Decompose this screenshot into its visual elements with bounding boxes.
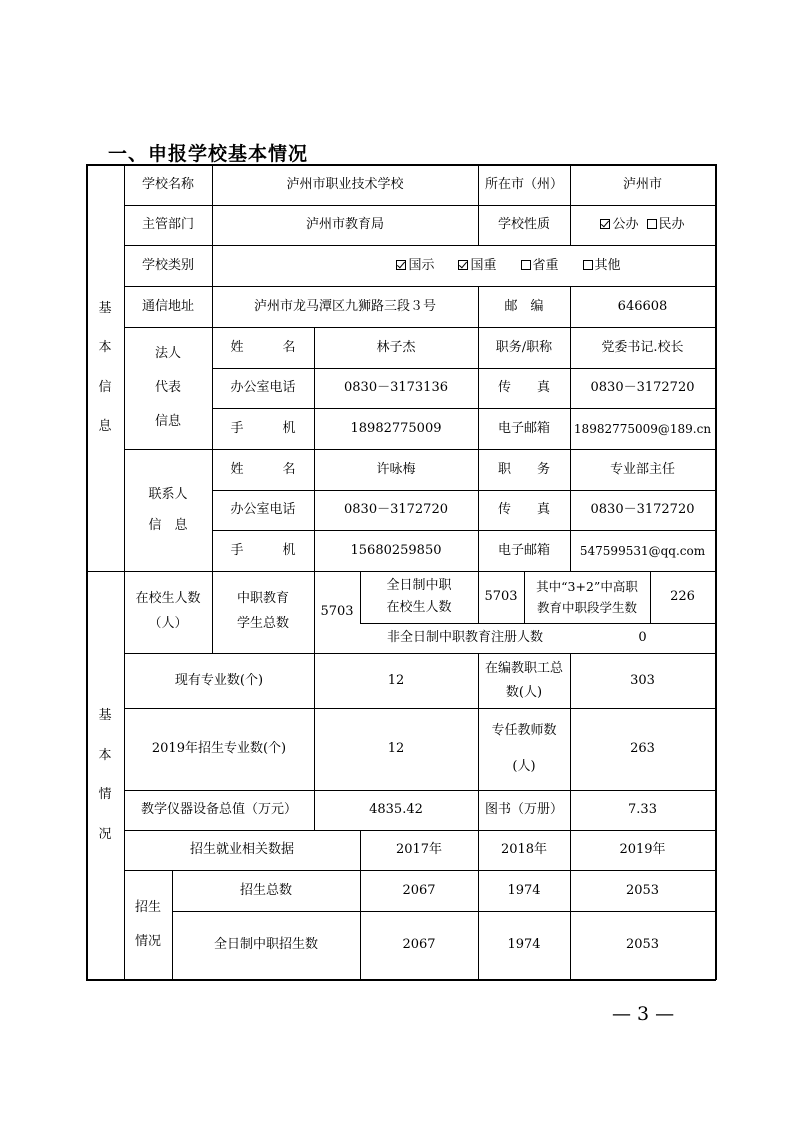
section2-char: 情 (98, 787, 112, 802)
checkbox-checked-icon[interactable] (458, 260, 468, 270)
students-label-line: （人） (148, 616, 188, 631)
legal-rep-label-line: 法人 (154, 346, 181, 362)
checkbox-checked-icon[interactable] (600, 219, 610, 229)
category-option-provincial-key[interactable] (521, 256, 559, 276)
section2-char: 基 (98, 708, 112, 723)
school-name-label: 学校名称 (141, 176, 194, 192)
category-option-other[interactable] (583, 256, 621, 276)
category-option-national-key[interactable] (458, 256, 496, 276)
enrollment-row-value: 1974 (507, 882, 541, 898)
legal-rep-label-line: 信息 (154, 413, 181, 429)
students-fulltime-label (360, 571, 478, 623)
teachers-value: 263 (630, 741, 655, 757)
contact-email-label: 电子邮箱 (497, 542, 550, 558)
legal-rep-phone-label: 办公室电话 (230, 380, 296, 396)
contact-email: 547599531@qq.com (579, 543, 706, 558)
staff-label-line: 在编教职工总 (484, 661, 563, 677)
city-label: 所在市（州） (484, 176, 563, 192)
contact-fax: 0830－3172720 (590, 502, 695, 518)
category-option-label: 省重 (532, 257, 559, 273)
students-total-label-line: 中职教育 (236, 591, 289, 607)
contact-phone: 0830－3172720 (344, 502, 448, 518)
enrollment-year: 2018年 (500, 842, 548, 858)
department-value: 泸州市教育局 (305, 217, 384, 233)
enrollment-row-value: 2053 (625, 937, 660, 953)
enrollment-row-value: 2067 (402, 937, 436, 953)
section2-char: 况 (98, 826, 112, 842)
checkbox-checked-icon[interactable] (396, 260, 406, 270)
students-nonfull-value: 0 (638, 630, 647, 646)
contact-label-line: 联系人 (148, 486, 188, 502)
contact-label-line: 信 息 (148, 518, 188, 533)
category-option-label: 国重 (470, 257, 497, 273)
table-border-bottom (86, 979, 716, 981)
equipment-label: 教学仪器设备总值（万元） (140, 802, 297, 818)
contact-title: 专业部主任 (609, 461, 675, 477)
section1-char: 息 (98, 419, 112, 434)
nature-option-public[interactable] (600, 215, 638, 235)
legal-rep-title-label: 职务/职称 (495, 339, 553, 355)
page-heading: 一、申报学校基本情况 (108, 143, 309, 165)
legal-rep-mobile: 18982775009 (350, 420, 442, 436)
students-total-value: 5703 (320, 604, 354, 620)
nature-option-label: 民办 (658, 217, 685, 233)
enrollment-group-label-line: 招生 (134, 899, 161, 915)
contact-fax-label: 传 真 (497, 502, 550, 518)
enrollment-row-value: 1974 (507, 937, 541, 953)
category-option-national-demo[interactable] (396, 256, 434, 276)
checkbox-unchecked-icon[interactable] (647, 219, 657, 229)
section-basic-info-label (86, 164, 124, 571)
legal-rep-fax: 0830－3172720 (590, 380, 695, 396)
nature-option-label: 公办 (612, 217, 639, 233)
legal-rep-title: 党委书记.校长 (601, 339, 684, 355)
books-label: 图书（万册） (484, 802, 563, 818)
students-label (124, 571, 212, 653)
section-basic-status-label (86, 571, 124, 979)
enrollment-row-value: 2067 (402, 882, 436, 898)
checkbox-unchecked-icon[interactable] (521, 260, 531, 270)
students-total-label-line: 学生总数 (236, 616, 289, 631)
legal-rep-fax-label: 传 真 (497, 380, 550, 396)
contact-title-label: 职 务 (497, 461, 550, 477)
students-3plus2-label (524, 571, 650, 623)
majors-label: 现有专业数(个) (174, 672, 264, 688)
legal-rep-mobile-label: 手 机 (230, 420, 296, 436)
address-label: 通信地址 (141, 298, 194, 314)
nature-option-private[interactable] (647, 215, 685, 235)
legal-rep-phone: 0830－3173136 (344, 380, 448, 396)
students-total-label (212, 571, 314, 653)
contact-mobile-label: 手 机 (230, 542, 296, 558)
enrollment-row-value: 2053 (625, 882, 660, 898)
section1-char: 基 (98, 300, 112, 316)
students-fulltime-label-line: 全日制中职 (386, 577, 452, 593)
category-option-label: 其他 (594, 257, 621, 273)
students-3plus2-label-line: 其中“3+2”中高职 (536, 578, 638, 594)
legal-rep-label-line: 代表 (154, 380, 181, 396)
teachers-label (478, 708, 570, 790)
postcode-label: 邮 编 (504, 298, 544, 314)
majors-2019-label: 2019年招生专业数(个) (151, 741, 287, 757)
legal-rep-name: 林子杰 (376, 339, 416, 355)
majors-2019-value: 12 (387, 741, 405, 757)
students-fulltime-value: 5703 (484, 589, 518, 605)
page-number: — 3 — (612, 1003, 675, 1025)
department-label: 主管部门 (141, 217, 194, 233)
address-value: 泸州市龙马潭区九狮路三段３号 (253, 298, 436, 314)
contact-label (124, 449, 212, 571)
enrollment-group-label (124, 870, 172, 979)
enrollment-row-label: 全日制中职招生数 (213, 937, 318, 953)
contact-name: 许咏梅 (376, 461, 416, 477)
enrollment-header: 招生就业相关数据 (189, 842, 294, 858)
majors-value: 12 (387, 672, 405, 688)
section2-char: 本 (98, 747, 112, 763)
postcode-value: 646608 (617, 298, 668, 314)
legal-rep-name-label: 姓 名 (230, 339, 296, 355)
enrollment-row-label: 招生总数 (239, 882, 292, 898)
staff-label-line: 数(人) (505, 684, 543, 700)
category-label: 学校类别 (141, 257, 194, 273)
students-3plus2-label-line: 教育中职段学生数 (536, 600, 637, 615)
students-nonfull-label: 非全日制中职教育注册人数 (386, 630, 543, 646)
teachers-label-line: 专任教师数 (491, 722, 557, 738)
city-value: 泸州市 (622, 176, 662, 192)
books-value: 7.33 (628, 802, 657, 818)
contact-mobile: 15680259850 (350, 542, 442, 558)
students-3plus2-value: 226 (670, 589, 695, 605)
contact-phone-label: 办公室电话 (230, 502, 296, 518)
school-name-value: 泸州市职业技术学校 (286, 176, 404, 192)
legal-rep-email: 18982775009@189.cn (573, 421, 712, 436)
section1-char: 本 (98, 340, 112, 355)
category-options (212, 245, 715, 286)
equipment-value: 4835.42 (369, 802, 423, 818)
students-label-line: 在校生人数 (135, 591, 201, 607)
legal-rep-label (124, 327, 212, 449)
staff-label (478, 653, 570, 708)
table-border-right (715, 164, 717, 980)
legal-rep-email-label: 电子邮箱 (497, 420, 550, 436)
enrollment-year: 2017年 (395, 842, 443, 858)
nature-options (570, 205, 715, 245)
contact-name-label: 姓 名 (230, 461, 296, 477)
category-option-label: 国示 (408, 257, 435, 273)
enrollment-group-label-line: 情况 (134, 933, 161, 949)
section1-char: 信 (98, 379, 112, 395)
enrollment-year: 2019年 (619, 842, 666, 858)
checkbox-unchecked-icon[interactable] (583, 260, 593, 270)
nature-label: 学校性质 (497, 217, 550, 233)
staff-value: 303 (630, 672, 655, 688)
students-fulltime-label-line: 在校生人数 (386, 600, 452, 615)
teachers-label-line: (人) (512, 759, 536, 774)
